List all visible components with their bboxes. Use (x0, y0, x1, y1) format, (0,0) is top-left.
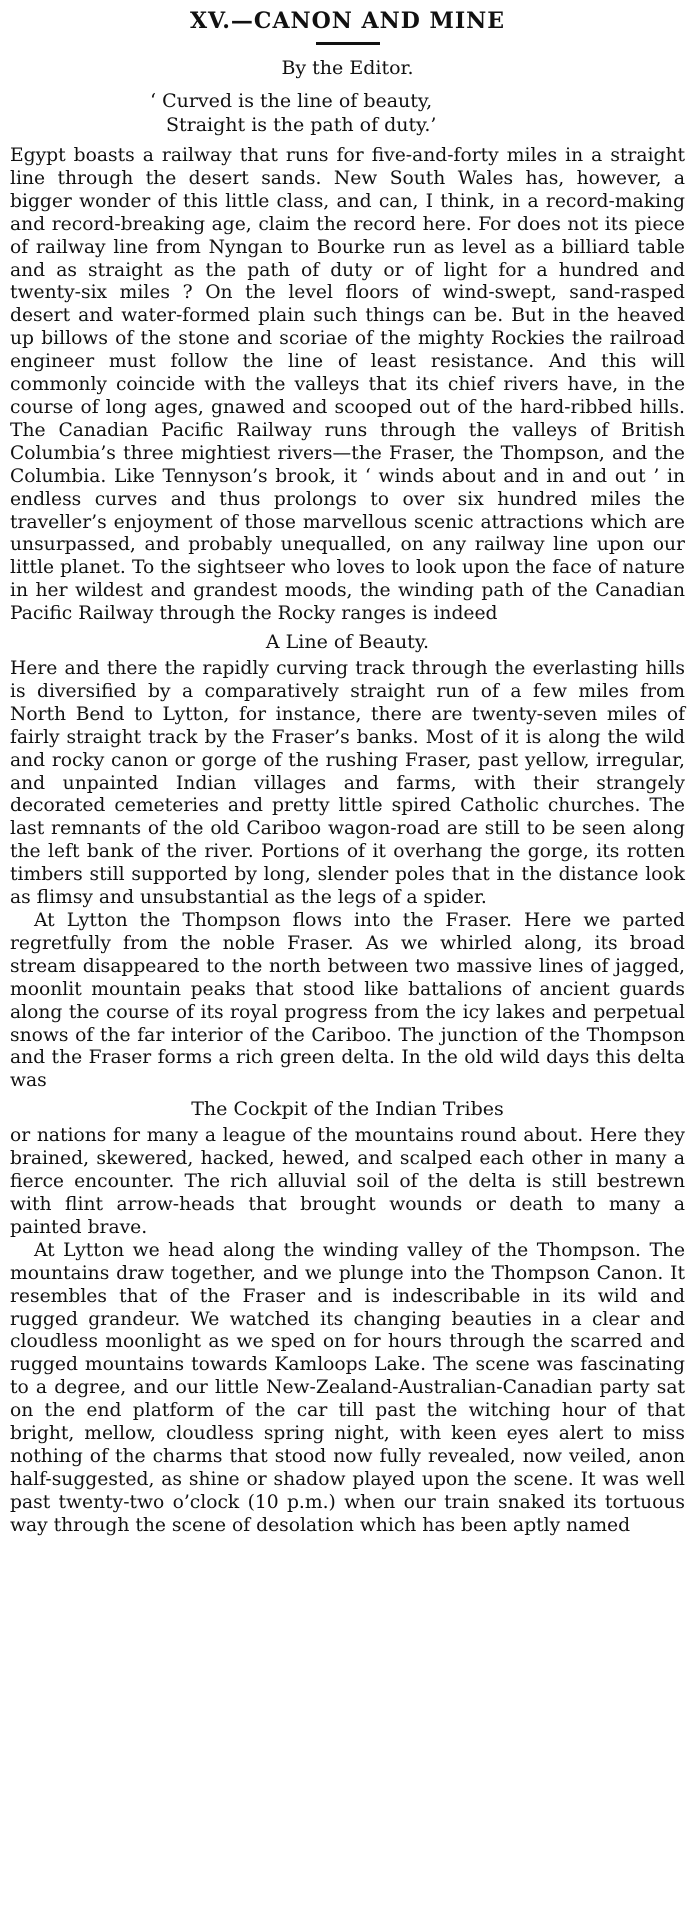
body-paragraph: At Lytton we head along the winding valley of the Thompson. The mountains draw together, and we plunge into the Thompson Canon. It resembles that of the Fraser and is indescribable in its wild and rugged grandeur. We watched its changing beauties in a clear and cloudless moonlight as we sped on for hours through the scarred and rugged mountains towards Kamloops Lake. The scene was fascinating to a degree, and our little New-Zealand-Australian-Canadian party sat on the end platform of the car till past the witching hour of that bright, mellow, cloudless spring night, with keen eyes alert to miss nothing of the charms that stood now fully revealed, now veiled, anon half-suggested, as shine or shadow played upon the scene. It was well past twenty-two o’clock (10 p.m.) when our train snaked its tortuous way through the scene of desolation which has been aptly named (10, 1239, 685, 1536)
epigraph (150, 89, 685, 137)
section-subheading: A Line of Beauty. (265, 631, 430, 654)
epigraph-line: Straight is the path of duty.’ (166, 114, 437, 136)
body-paragraph: or nations for many a league of the mountains round about. Here they brained, skewered, hacked, hewed, and scalped each other in many a fierce encounter. The rich alluvial soil of the delta is still bestrewn with flint arrow-heads that brought wounds or death to many a painted brave. (10, 1125, 685, 1238)
body-paragraph: At Lytton the Thompson flows into the Fraser. Here we parted regretfully from the noble Fraser. As we whirled along, its broad stream disappeared to the north between two massive lines of jagged, moonlit mountain peaks that stood like battalions of ancient guards along the course of its royal progress from the icy lakes and perpetual snows of the far interior of the Cariboo. The junction of the Thompson and the Fraser forms a rich green delta. In the old wild days this delta was (10, 910, 685, 1092)
article-title: XV.—CANON AND MINE (189, 8, 505, 34)
body-paragraph: Egypt boasts a railway that runs for five-and-forty miles in a straight line through the desert sands. New South Wales has, however, a bigger wonder of this little class, and can, I think, in a record-making and record-breaking age, claim the record here. For does not its piece of railway line from Nyngan to Bourke run as level as a billiard table and as straight as the path of duty or of light for a hundred and twenty-six miles ? On the level floors of wind-swept, sand-rasped desert and water-formed plain such things can be. But in the heaved up billows of the stone and scoriae of the mighty Rockies the railroad engineer must follow the line of least resistance. And this will commonly coincide with the valleys that its chief rivers have, in the course of long ages, gnawed and scooped out of the hard-ribbed hills. The Canadian Pacific Railway runs through the valleys of British Columbia’s three mightiest rivers—the Fraser, the Thompson, and the Columbia. Like Tennyson’s brook, it ‘ winds about and in and out ’ in endless curves and thus prolongs to over six hundred miles the traveller’s enjoyment of those marvellous scenic attractions which are unsurpassed, and probably unequalled, on any railway line upon our little planet. To the sightseer who loves to look upon the face of nature in her wildest and grandest moods, the winding path of the Canadian Pacific Railway through the Rocky ranges is indeed (10, 145, 685, 625)
byline: By the Editor. (281, 57, 414, 79)
body-paragraph: Here and there the rapidly curving track through the everlasting hills is diversified by a comparatively straight run of a few miles from North Bend to Lytton, for instance, there are twenty-seven miles of fairly straight track by the Fraser’s banks. Most of it is along the wild and rocky canon or gorge of the rushing Fraser, past yellow, irregular, and unpainted Indian villages and farms, with their strangely decorated cemeteries and pretty little spired Catholic churches. The last remnants of the old Cariboo wagon-road are still to be seen along the left bank of the river. Portions of it overhang the gorge, its rotten timbers still supported by long, slender poles that in the distance look as flimsy and unsubstantial as the legs of a spider. (10, 658, 685, 909)
epigraph-line: ‘ Curved is the line of beauty, (150, 90, 433, 112)
newspaper-page (0, 6, 699, 1922)
title-rule (316, 42, 380, 45)
section-subheading: The Cockpit of the Indian Tribes (191, 1098, 504, 1121)
